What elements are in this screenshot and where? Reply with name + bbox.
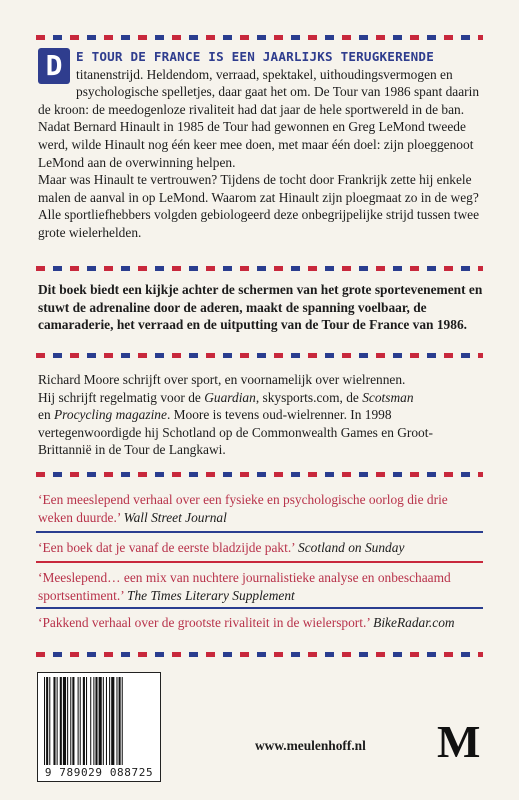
barcode-bar	[67, 677, 68, 765]
airmail-divider	[36, 472, 483, 477]
quote-divider	[36, 561, 483, 563]
barcode-bar	[106, 677, 107, 765]
isbn-number: 9 789029 088725	[44, 766, 154, 779]
airmail-divider	[36, 266, 483, 271]
quote-source: BikeRadar.com	[373, 615, 455, 630]
barcode-bar	[95, 677, 97, 765]
barcode-bar	[80, 677, 81, 765]
publisher-logo: M	[437, 716, 481, 767]
author-bio: Richard Moore schrijft over sport, en voornamelijk over wielrennen. Hij schrijft regelmatig voor de Guardian, skysports.com, de Scotsman en Procycling magazine. Moore is tevens oud-wielrenner. In 1998 vertegenwoordigde hij Schotland op de Commonwealth Games en Groot-Brittannië in de Tour de Langkawi.	[38, 372, 433, 458]
publication-scotsman: Scotsman	[362, 389, 414, 405]
publication-guardian: Guardian	[204, 389, 256, 405]
review-quote: ‘Meeslepend… een mix van nuchtere journalistieke analyse en onbeschaamd sportsentiment.’ The Times Literary Supplement	[38, 570, 451, 603]
dropcap-letter: D	[38, 48, 70, 84]
quote-divider	[36, 531, 483, 533]
quote-source: Scotland on Sunday	[298, 540, 405, 555]
barcode-bar	[49, 677, 50, 765]
publication-procycling: Procycling magazine	[54, 407, 167, 423]
barcode-bar	[99, 677, 102, 765]
summary-text: Dit boek biedt een kijkje achter de schermen van het grote sportevenement en stuwt de adrenaline door de aderen, maakt de spanning voelbaar, de camaraderie, het verraad en de uitputting van de Tour de France van 1986.	[38, 282, 483, 333]
review-quote: ‘Pakkend verhaal over de grootste rivaliteit in de wielersport.’ BikeRadar.com	[38, 615, 455, 630]
review-quote: ‘Een meeslepend verhaal over een fysieke en psychologische oorlog die drie weken duurde.’ Wall Street Journal	[38, 492, 448, 525]
intro-paragraph-2: Nadat Bernard Hinault in 1985 de Tour had gewonnen en Greg LeMond tweede werd, wilde Hinault nog één keer mee doen, met maar één doel: zijn ploeggenoot LeMond aan de overwinning helpen.	[38, 119, 474, 170]
publisher-website[interactable]: www.meulenhoff.nl	[255, 738, 366, 753]
barcode-bar	[53, 677, 55, 765]
barcode-bar	[44, 677, 45, 765]
barcode-bar	[109, 677, 110, 765]
barcode-bar	[122, 677, 123, 765]
review-quote: ‘Een boek dat je vanaf de eerste bladzijde pakt.’ Scotland on Sunday	[38, 540, 405, 555]
isbn-barcode	[37, 672, 161, 782]
barcode-bar	[93, 677, 94, 765]
barcode-bar	[90, 677, 91, 765]
barcode-bar	[111, 677, 114, 765]
lead-heading: E TOUR DE FRANCE IS EEN JAARLIJKS TERUGKERENDE	[76, 49, 434, 64]
barcode-bar	[83, 677, 85, 765]
intro-paragraph-3: Maar was Hinault te vertrouwen? Tijdens de tocht door Frankrijk zette hij enkele malen de aanval in op LeMond. Waarom zat Hinault zijn ploegmaat zo in de weg? Alle sportliefhebbers volgden gebiologeerd deze onbegrijpelijke strijd tussen twee grote wielerhelden.	[38, 172, 480, 240]
barcode-bar	[86, 677, 87, 765]
barcode-bar	[57, 677, 58, 765]
intro-paragraph-1: titanenstrijd. Heldendom, verraad, spektakel, uithoudingsvermogen en psychologische spelletjes, daar gaat het om. De Tour van 1986 spant daarin de kroon: de meedogenloze rivaliteit had dat jaar de hele sportwereld in de ban.	[38, 66, 480, 117]
barcode-bar	[103, 677, 104, 765]
barcode-bar	[46, 677, 48, 765]
quote-source: The Times Literary Supplement	[127, 587, 295, 603]
intro-text	[38, 48, 486, 242]
barcode-bar	[116, 677, 117, 765]
quote-source: Wall Street Journal	[123, 509, 227, 525]
airmail-border-bottom	[36, 652, 483, 657]
barcode-bar	[119, 677, 121, 765]
quote-divider	[36, 607, 483, 609]
barcode-bar	[60, 677, 62, 765]
barcode-bar	[70, 677, 71, 765]
barcode-bar	[72, 677, 74, 765]
barcode-bar	[78, 677, 79, 765]
airmail-divider	[36, 353, 483, 358]
barcode-bars	[42, 677, 156, 765]
barcode-bar	[63, 677, 66, 765]
airmail-border-top	[36, 35, 483, 40]
